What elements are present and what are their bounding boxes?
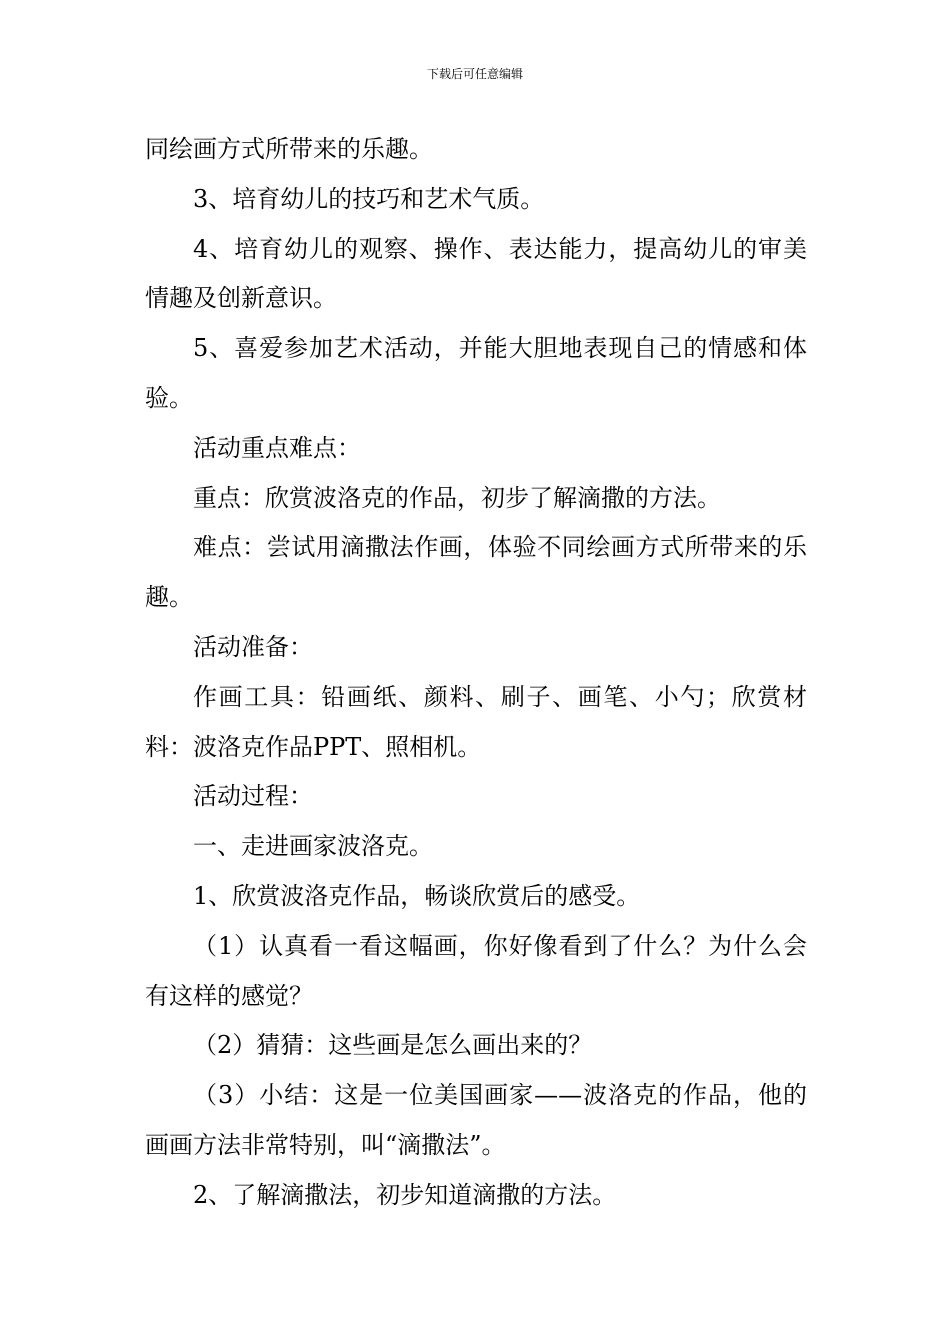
document-body [145, 125, 807, 1221]
paragraph-goal-3: 3、培育幼儿的技巧和艺术气质。 [193, 184, 545, 213]
section-heading-process: 活动过程： [193, 782, 313, 811]
section-heading-key-points: 活动重点难点： [193, 433, 361, 462]
section-heading-preparation: 活动准备： [193, 632, 313, 661]
paragraph-summary-3: （3）小结：这是一位美国画家——波洛克的作品，他的画画方法非常特别，叫“滴撒法”。 [145, 1081, 807, 1159]
paragraph-materials: 作画工具：铅画纸、颜料、刷子、画笔、小勺；欣赏材料：波洛克作品PPT、照相机。 [145, 682, 807, 761]
page-header-note: 下载后可任意编辑 [426, 67, 523, 81]
paragraph-difficulty: 难点：尝试用滴撒法作画，体验不同绘画方式所带来的乐趣。 [145, 533, 807, 612]
paragraph-continuation: 同绘画方式所带来的乐趣。 [145, 135, 433, 163]
paragraph-goal-4: 4、培育幼儿的观察、操作、表达能力，提高幼儿的审美情趣及创新意识。 [145, 234, 807, 313]
paragraph-step-one: 一、走进画家波洛克。 [193, 832, 433, 861]
paragraph-step-1-2: 2、了解滴撒法，初步知道滴撒的方法。 [193, 1180, 617, 1209]
paragraph-goal-5: 5、喜爱参加艺术活动，并能大胆地表现自己的情感和体验。 [145, 334, 807, 412]
paragraph-question-1: （1）认真看一看这幅画，你好像看到了什么？为什么会有这样的感觉？ [145, 931, 807, 1010]
paragraph-question-2: （2）猜猜：这些画是怎么画出来的？ [193, 1031, 593, 1060]
paragraph-key-point: 重点：欣赏波洛克的作品，初步了解滴撒的方法。 [193, 483, 721, 512]
paragraph-step-1-1: 1、欣赏波洛克作品，畅谈欣赏后的感受。 [193, 881, 641, 910]
